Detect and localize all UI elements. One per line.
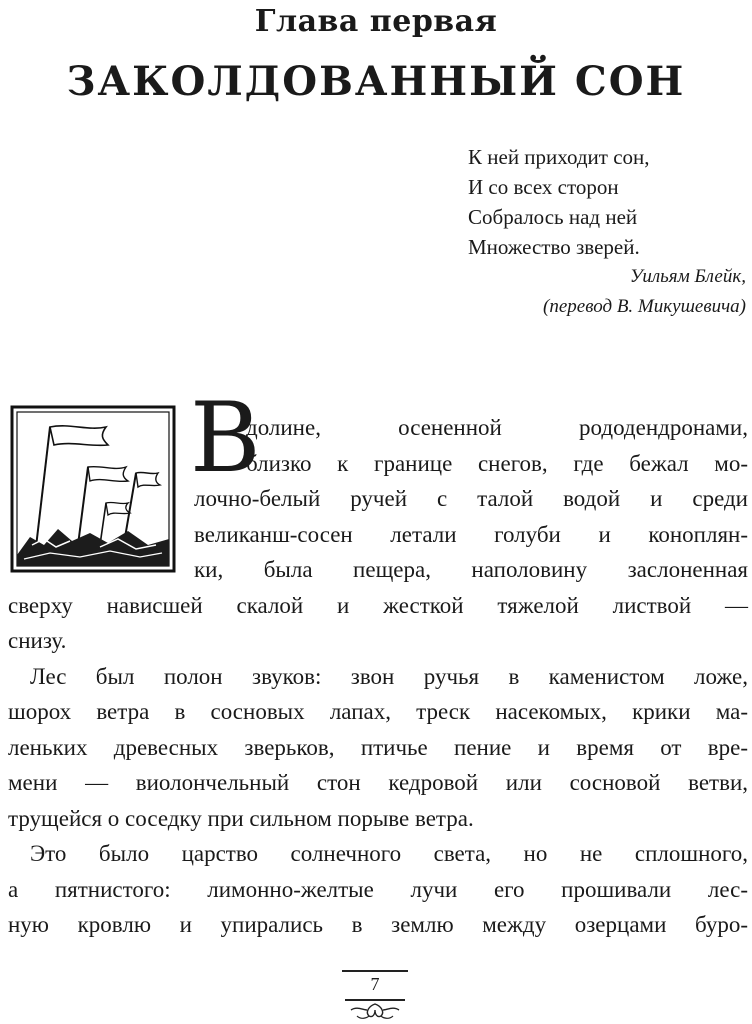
epigraph-line: Собралось над ней	[468, 205, 638, 229]
body-text	[8, 410, 748, 943]
text-line: снизу.	[8, 628, 67, 653]
text-line: лочно-белый ручей с талой водой и среди	[194, 486, 748, 511]
chapter-label: Глава первая	[254, 4, 498, 39]
epigraph-attribution	[386, 262, 746, 322]
text-line: близко к границе снегов, где бежал мо-	[246, 450, 748, 476]
text-line: великанш-сосен летали голуби и коноплян-	[194, 521, 748, 547]
page-footer	[335, 970, 415, 1024]
text-line: ки, была пещера, наполовину заслоненная	[194, 557, 748, 582]
drop-cap: В	[190, 382, 261, 494]
text-line: трущейся о соседку при сильном порыве ветра.	[8, 805, 474, 831]
epigraph-author: Уильям Блейк,	[629, 266, 746, 287]
page-number: 7	[370, 974, 380, 994]
text-line: ную кровлю и упирались в землю между озерцами буро-	[8, 912, 748, 937]
text-line: а пятнистого: лимонно-желтые лучи его прошивали лес-	[8, 876, 748, 902]
text-line: леньких древесных зверьков, птичье пение и время от вре-	[8, 734, 748, 760]
epigraph	[468, 142, 748, 262]
text-line: Это было царство солнечного света, но не сплошного,	[30, 841, 748, 866]
text-line: сверху нависшей скалой и жесткой тяжелой листвой —	[8, 592, 748, 618]
text-line: Лес был полон звуков: звон ручья в каменистом ложе,	[30, 663, 748, 689]
ornament-icon	[343, 996, 407, 1024]
epigraph-line: Множество зверей.	[468, 235, 640, 259]
epigraph-line: И со всех сторон	[468, 175, 619, 199]
epigraph-line: К ней приходит сон,	[468, 145, 650, 169]
text-line: долине, осененной рододендронами,	[246, 415, 748, 440]
text-line: мени — виолончельный стон кедровой или сосновой ветви,	[8, 770, 748, 795]
epigraph-translator: (перевод В. Микушевича)	[543, 296, 746, 317]
text-line: шорох ветра в сосновых лапах, треск насекомых, крики ма-	[8, 699, 748, 724]
chapter-title: ЗАКОЛДОВАННЫЙ СОН	[66, 58, 686, 105]
